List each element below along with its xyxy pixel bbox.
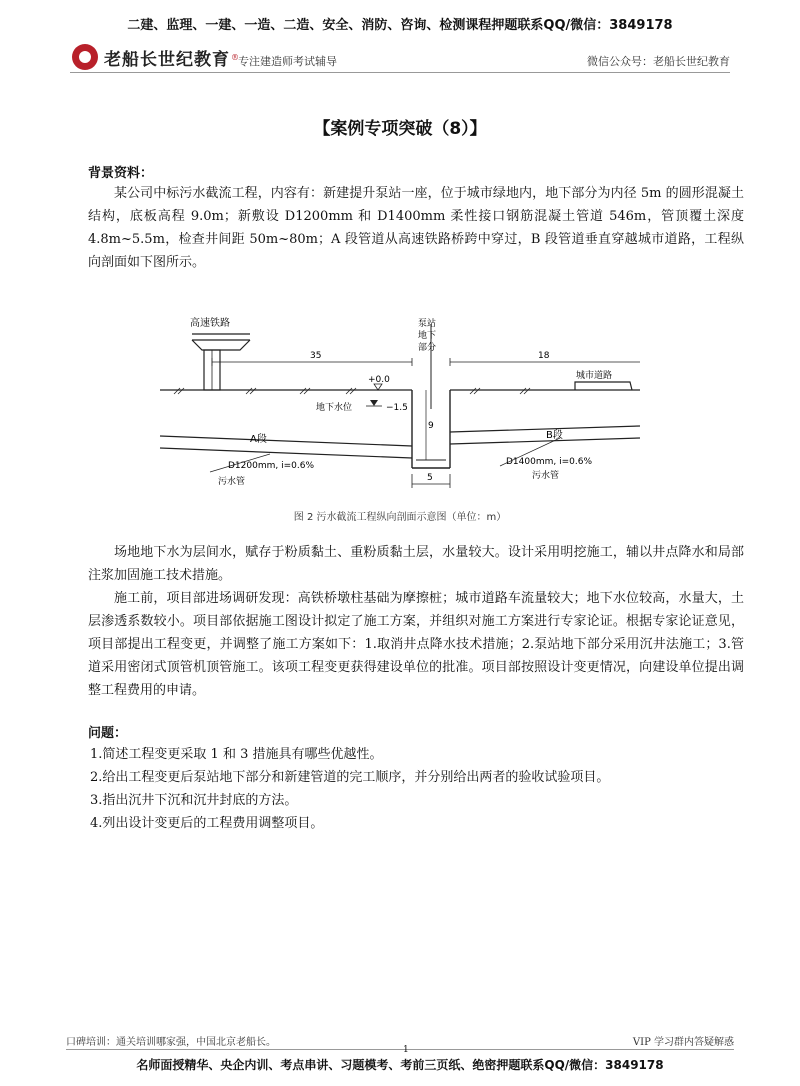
label-water: 地下水位 <box>316 403 353 413</box>
label-pump-line2: 地下 <box>418 331 437 341</box>
label-railway: 高速铁路 <box>190 318 230 329</box>
profile-diagram <box>150 304 660 504</box>
header-divider <box>70 72 730 73</box>
question-1: 1.简述工程变更采取 1 和 3 措施具有哪些优越性。 <box>90 747 383 762</box>
footer-right-text: VIP 学习群内答疑解惑 <box>632 1037 734 1048</box>
pipe-a-spec: D1200mm, i=0.6% <box>228 461 314 471</box>
ship-wheel-icon <box>72 44 98 70</box>
label-pump-line1: 泵站 <box>418 319 437 329</box>
footer-left-text: 口碑培训：通关培训哪家强，中国北京老船长。 <box>66 1037 276 1048</box>
dim-35: 35 <box>310 351 322 361</box>
label-road: 城市道路 <box>576 371 613 381</box>
figure-caption: 图 2 污水截流工程纵向剖面示意图（单位：m） <box>293 512 507 523</box>
registered-mark: ® <box>231 52 239 62</box>
paragraph-groundwater: 场地地下水为层间水，赋存于粉质黏土、重粉质黏土层，水量较大。设计采用明挖施工，辅以井点降水和局部注浆加固施工技术措施。 <box>88 545 744 583</box>
bottom-contact-banner: 名师面授精华、央企内训、考点串讲、习题模考、考前三页纸、绝密押题联系QQ/微信：3849178 <box>136 1058 664 1072</box>
seg-a: A段 <box>250 434 267 445</box>
label-pump-line3: 部分 <box>418 343 437 353</box>
sewer-a: 污水管 <box>218 477 246 487</box>
footer-divider <box>66 1049 734 1050</box>
header-wechat: 微信公众号：老船长世纪教育 <box>587 55 730 68</box>
pipe-b-spec: D1400mm, i=0.6% <box>506 457 592 467</box>
background-heading: 背景资料： <box>88 166 154 181</box>
dim-9: 9 <box>428 421 434 431</box>
dim-5: 5 <box>427 473 433 483</box>
elev-water: −1.5 <box>386 403 408 413</box>
sewer-b: 污水管 <box>532 471 560 481</box>
question-2: 2.给出工程变更后泵站地下部分和新建管道的完工顺序，并分别给出两者的验收试验项目。 <box>90 770 610 785</box>
logo-text: 老船长世纪教育 <box>104 49 230 70</box>
header-slogan: 专注建造师考试辅导 <box>238 55 337 68</box>
seg-b: B段 <box>546 430 563 441</box>
question-4: 4.列出设计变更后的工程费用调整项目。 <box>90 816 324 831</box>
page-number: 1 <box>403 1045 409 1055</box>
elev-zero: +0.0 <box>368 375 390 385</box>
paragraph-construction: 施工前，项目部进场调研发现：高铁桥墩柱基础为摩擦桩；城市道路车流量较大；地下水位较高，水量大，土层渗透系数较小。项目部依据施工图设计拟定了施工方案，并组织对施工方案进行专家论证。根据专家论证意见，项目部提出工程变更，并调整了施工方案如下：1.取消井点降水技术措施；2.泵站地下部分采用沉井法施工；3.管道采用密闭式顶管机顶管施工。该项工程变更获得建设单位的批准。项目部按照设计变更情况，向建设单位提出调整工程费用的申请。 <box>88 591 744 698</box>
questions-heading: 问题： <box>88 726 128 741</box>
top-contact-banner: 二建、监理、一建、一造、二造、安全、消防、咨询、检测课程押题联系QQ/微信：3849178 <box>127 18 673 33</box>
dim-18: 18 <box>538 351 550 361</box>
background-text: 某公司中标污水截流工程，内容有：新建提升泵站一座，位于城市绿地内，地下部分为内径 5m 的圆形混凝土结构，底板高程 9.0m；新敷设 D1200mm 和 D1400mm 柔性接口钢筋混凝土管道 546m，管顶覆土深度 4.8m~5.5m，检查井间距 50m~80m；A 段管道从高速铁路桥跨中穿过，B 段管道垂直穿越城市道路，工程纵向剖面如下图所示。 <box>88 186 744 270</box>
question-3: 3.指出沉井下沉和沉井封底的方法。 <box>90 793 298 808</box>
page-title: 【案例专项突破（8）】 <box>313 119 487 139</box>
brand-logo <box>72 44 239 70</box>
